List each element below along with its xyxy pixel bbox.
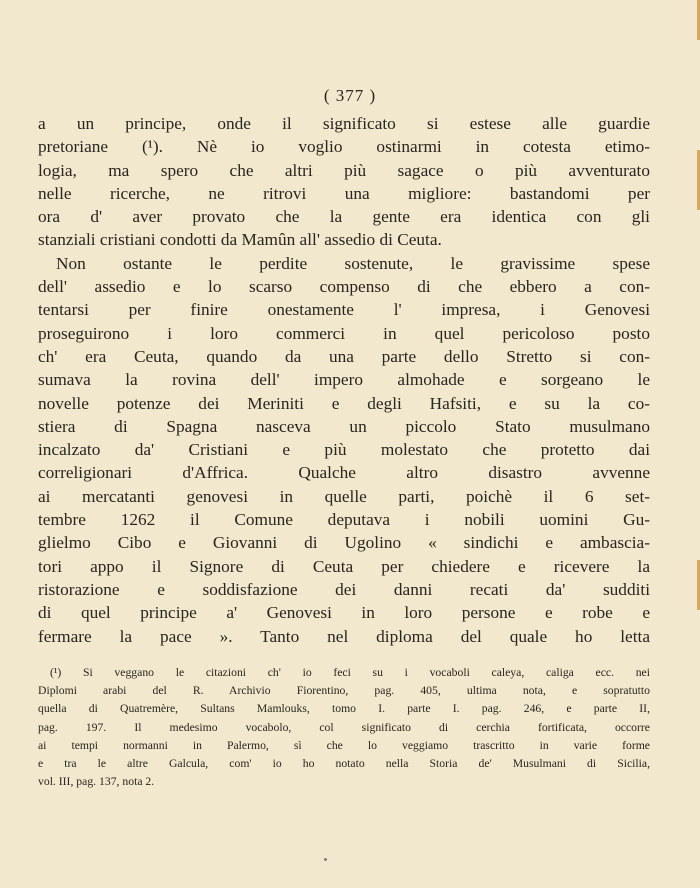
text-line: sumava la rovina dell' impero almohade e sorgeano le [38,370,650,390]
text-line: stiera di Spagna nasceva un piccolo Stato musulmano [38,416,650,436]
text-line: tembre 1262 il Comune deputava i nobili uomini Gu- [38,510,650,530]
text-line: novelle potenze dei Meriniti e degli Hafsiti, e su la co- [38,393,650,413]
footnote-line: vol. III, pag. 137, nota 2. [38,775,155,789]
main-text [38,112,650,648]
footnote-block [38,664,650,791]
text-line: ai mercatanti genovesi in quelle parti, poichè il 6 set- [38,486,650,506]
text-line: tentarsi per finire onestamente l' impresa, i Genovesi [38,300,650,320]
text-line: fermare la pace ». Tanto nel diploma del quale ho letta [38,626,650,646]
footnote-line: quella di Quatremère, Sultans Mamlouks, tomo I. parte I. pag. 246, e parte II, [38,702,650,716]
text-line: tori appo il Signore di Ceuta per chiedere e ricevere la [38,556,650,576]
text-line: ora d' aver provato che la gente era identica con gli [38,207,650,227]
text-line: incalzato da' Cristiani e più molestato che protetto dai [38,440,650,460]
text-line: dell' assedio e lo scarso compenso di che ebbero a con- [38,277,650,297]
text-line: ch' era Ceuta, quando da una parte dello Stretto si con- [38,346,650,366]
footnote-line: e tra le altre Galcula, com' io ho notato nella Storia de' Musulmani di Sicilia, [38,756,650,770]
text-line: pretoriane (¹). Nè io voglio ostinarmi in cotesta etimo- [38,137,650,157]
footnote-line: ai tempi normanni in Palermo, sì che lo veggiamo trascritto in varie forme [38,738,650,752]
text-line: correligionari d'Affrica. Qualche altro disastro avvenne [38,463,650,483]
paragraph-start-line: Non ostante le perdite sostenute, le gravissime spese [56,253,650,273]
text-line: proseguirono i loro commerci in quel pericoloso posto [38,323,650,343]
text-line: glielmo Cibo e Giovanni di Ugolino « sindichi e ambascia- [38,533,650,553]
page-number-header: ( 377 ) [323,86,377,105]
text-line: a un principe, onde il significato si estese alle guardie [38,114,650,133]
text-line: nelle ricerche, ne ritrovi una migliore: bastandomi per [38,183,650,203]
text-line: ristorazione e soddisfazione dei danni recati da' sudditi [38,579,650,599]
footnote-line: (¹) Si veggano le citazioni ch' io feci su i vocaboli caleya, caliga ecc. nei [50,666,650,679]
footnote-line: Diplomi arabi del R. Archivio Fiorentino, pag. 405, ultima nota, e sopratutto [38,684,650,698]
text-line: stanziali cristiani condotti da Mamûn all' assedio di Ceuta. [38,230,442,250]
text-line: di quel principe a' Genovesi in loro persone e robe e [38,603,650,623]
footnote-line: pag. 197. Il medesimo vocabolo, col significato di cerchia fortificata, occorre [38,720,650,734]
text-line: logia, ma spero che altri più sagace o più avventurato [38,160,650,180]
paper-speck [324,858,327,861]
